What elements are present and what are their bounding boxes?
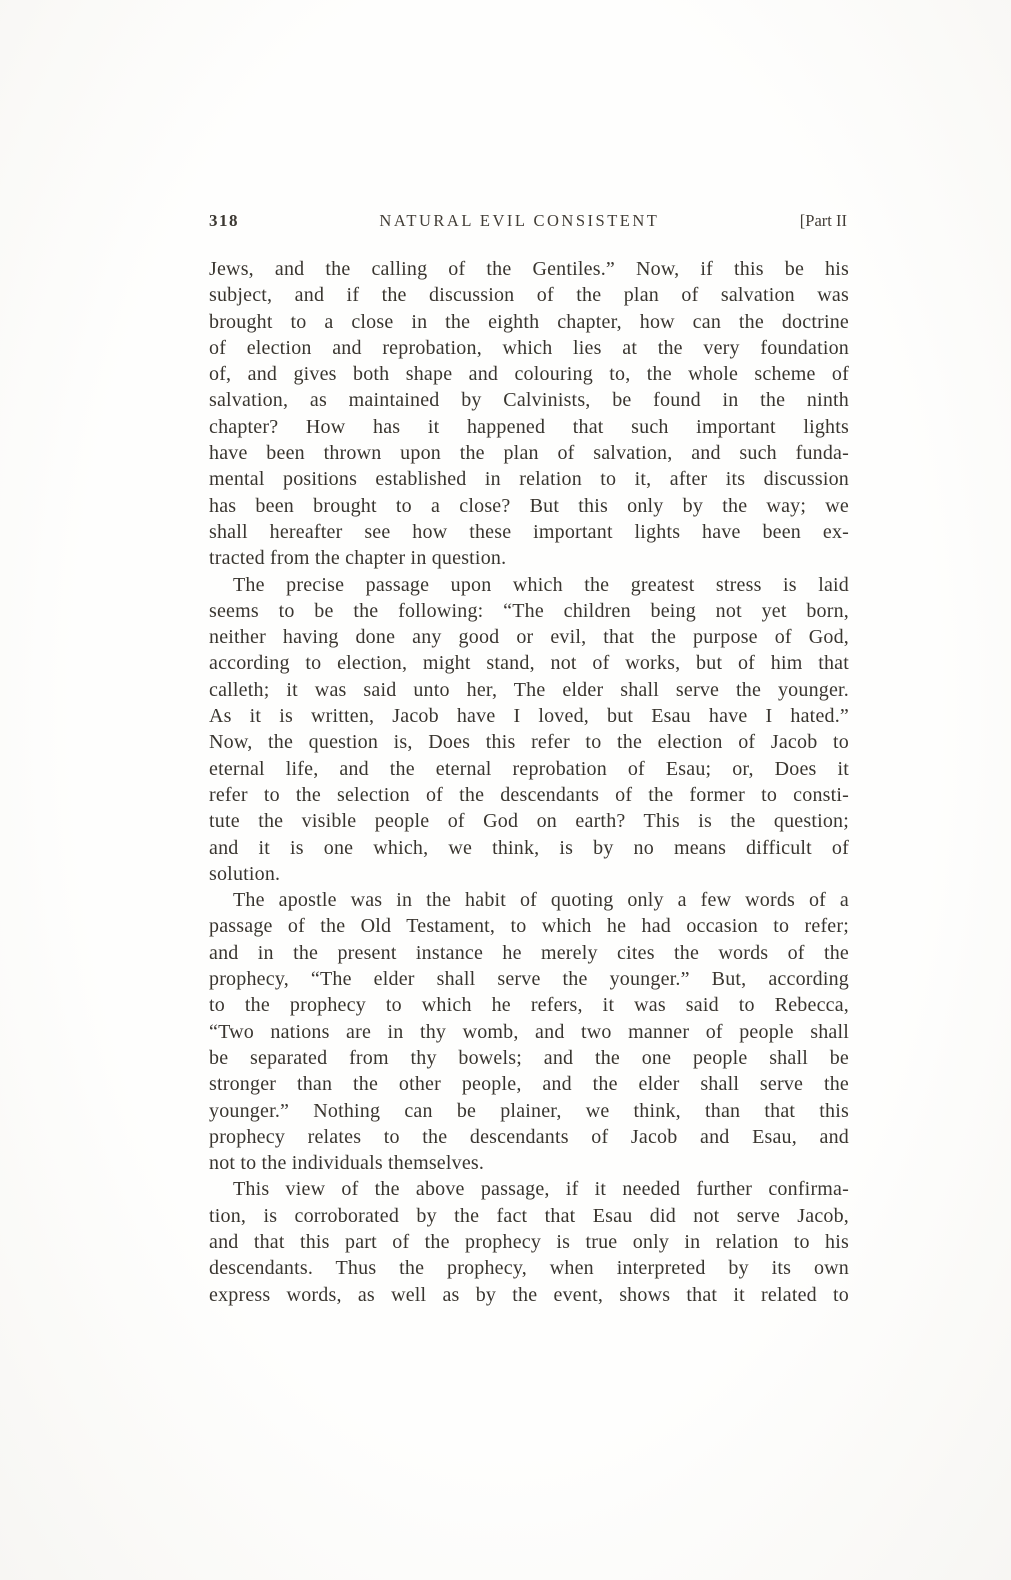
text-line: subject, and if the discussion of the plan of salvation was <box>209 284 849 307</box>
text-line: This view of the above passage, if it needed further confirma- <box>233 1178 849 1201</box>
text-line: solution. <box>209 862 281 885</box>
text-line: and it is one which, we think, is by no means difficult of <box>209 836 849 859</box>
text-line: salvation, as maintained by Calvinists, be found in the ninth <box>209 389 849 412</box>
text-line: stronger than the other people, and the elder shall serve the <box>209 1073 849 1096</box>
text-line: to the prophecy to which he refers, it was said to Rebecca, <box>209 994 849 1017</box>
text-line: mental positions established in relation to it, after its discussion <box>209 468 849 491</box>
text-line: tute the visible people of God on earth? This is the question; <box>209 810 849 833</box>
text-line: Now, the question is, Does this refer to the election of Jacob to <box>209 731 849 754</box>
page-body <box>209 256 849 1308</box>
text-line: of election and reprobation, which lies at the very foundation <box>209 336 849 359</box>
text-line: The precise passage upon which the greatest stress is laid <box>233 573 849 596</box>
text-line: The apostle was in the habit of quoting only a few words of a <box>233 889 849 912</box>
text-line: prophecy, “The elder shall serve the younger.” But, according <box>209 968 849 991</box>
text-line: prophecy relates to the descendants of Jacob and Esau, and <box>209 1125 849 1148</box>
text-line: not to the individuals themselves. <box>209 1152 485 1175</box>
text-line: and in the present instance he merely cites the words of the <box>209 941 849 964</box>
text-line: neither having done any good or evil, that the purpose of God, <box>209 626 849 649</box>
page-header <box>209 211 847 231</box>
text-line: express words, as well as by the event, shows that it related to <box>209 1283 849 1306</box>
text-line: brought to a close in the eighth chapter, how can the doctrine <box>209 310 849 333</box>
text-line: descendants. Thus the prophecy, when interpreted by its own <box>209 1257 849 1280</box>
text-line: As it is written, Jacob have I loved, but Esau have I hated.” <box>209 705 849 728</box>
text-line: Jews, and the calling of the Gentiles.” Now, if this be his <box>209 258 849 280</box>
text-line: passage of the Old Testament, to which he had occasion to refer; <box>209 915 849 938</box>
running-title: NATURAL EVIL CONSISTENT <box>379 211 660 230</box>
page-number: 318 <box>209 211 239 230</box>
text-line: according to election, might stand, not of works, but of him that <box>209 652 849 675</box>
text-line: calleth; it was said unto her, The elder shall serve the younger. <box>209 678 849 701</box>
text-line: tracted from the chapter in question. <box>209 547 507 570</box>
text-line: has been brought to a close? But this only by the way; we <box>209 494 849 517</box>
text-line: seems to be the following: “The children being not yet born, <box>209 599 849 622</box>
text-line: chapter? How has it happened that such important lights <box>209 415 849 438</box>
text-line: of, and gives both shape and colouring to, the whole scheme of <box>209 363 849 386</box>
text-line: “Two nations are in thy womb, and two manner of people shall <box>209 1020 849 1043</box>
text-line: eternal life, and the eternal reprobation of Esau; or, Does it <box>209 757 849 780</box>
text-line: shall hereafter see how these important lights have been ex- <box>209 520 849 543</box>
text-line: tion, is corroborated by the fact that Esau did not serve Jacob, <box>209 1204 849 1227</box>
part-label: [Part II <box>799 211 847 230</box>
text-line: refer to the selection of the descendants of the former to consti- <box>209 783 849 806</box>
text-line: have been thrown upon the plan of salvation, and such funda- <box>209 442 849 465</box>
text-line: be separated from thy bowels; and the one people shall be <box>209 1046 849 1069</box>
text-line: younger.” Nothing can be plainer, we think, than that this <box>209 1099 849 1122</box>
text-line: and that this part of the prophecy is true only in relation to his <box>209 1230 849 1253</box>
